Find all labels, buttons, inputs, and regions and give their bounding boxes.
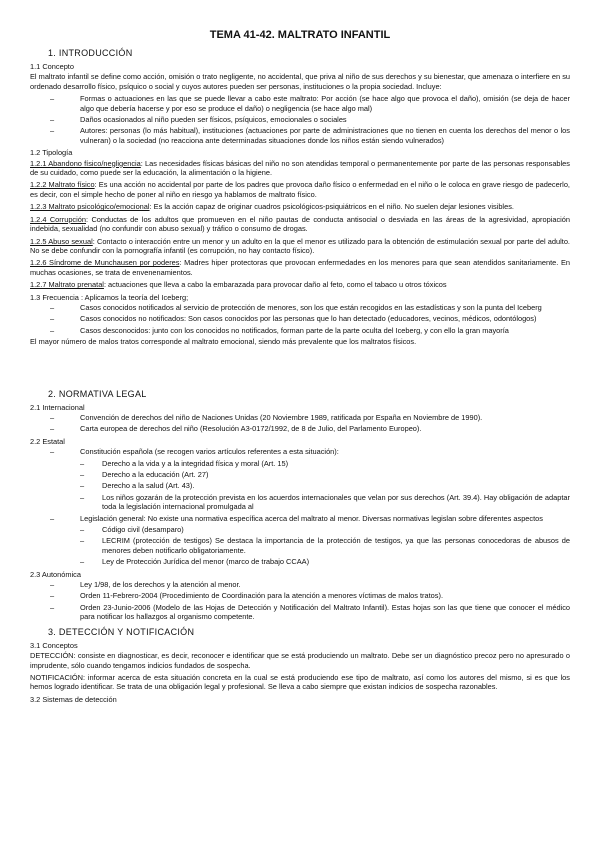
tipo-text: : Es una acción no accidental por parte de los padres que provoca daño físico o enfermedad en el niño o le coloca en grave riesgo de padecerlo, es decir, con el simple hecho de poner al niño en riesgo ya hablamos de maltrato físico. [30,180,570,199]
list-item: – Legislación general: No existe una normativa específica acerca del maltrato al menor. Diversas normativas legislan sobre diferentes aspectos [30,514,570,523]
concepto-bullet-list [30,94,570,145]
tipo-paragraph [30,215,570,234]
tipo-text: : Contacto o interacción entre un menor y un adulto en la que el menor es utilizado para la obtención de estimulación sexual por parte del adulto. No se debe confundir con la pornografía infantil (es corrupción, no hay contacto físico). [30,236,570,255]
list-item: – Carta europea de derechos del niño (Resolución A3-0172/1992, de 8 de Julio, del Parlamento Europeo). [30,424,570,433]
section-normativa-heading: 2. NORMATIVA LEGAL [48,388,147,399]
subsection-concepto-heading: 1.1 Concepto [30,62,74,71]
list-item: – Daños ocasionados al niño pueden ser físicos, psíquicos, emocionales o sociales [30,115,570,124]
list-item: – LECRIM (protección de testigos) Se destaca la importancia de la protección de testigos, ya que las personas conocedoras de abusos de menores deben notificarlo obligatoriamente. [30,536,570,555]
tipo-paragraph [30,202,570,211]
estatal-list [30,447,570,566]
deteccion-label: DETECCIÓN [30,651,74,661]
list-item: – Código civil (desamparo) [30,525,570,534]
notificacion-paragraph [30,673,570,692]
tipo-text: : actuaciones que lleva a cabo la embarazada para provocar daño al feto, como el tabaco u otros tóxicos [103,280,447,290]
tipo-label: 1.2.6 Síndrome de Munchausen por poderes [30,258,180,268]
concepto-paragraph: El maltrato infantil se define como acción, omisión o trato negligente, no accidental, que priva al niño de sus derechos y su bienestar, que amenaza o interfiere en su ordenado desarrollo físico, psíquico o social y cuyos autores pueden ser personas, instituciones o la propia sociedad. Incluye: [30,72,570,91]
frecuencia-list [30,303,570,335]
list-item: – Los niños gozarán de la protección prevista en los acuerdos internacionales que velan por sus derechos (Art. 39.4). Hay obligación de adaptar toda la legislación internacional promulgada al [30,493,570,512]
list-item: – Ley 1/98, de los derechos y la atención al menor. [30,580,570,589]
tipo-paragraph [30,258,570,277]
tipo-label: 1.2.2 Maltrato físico [30,180,95,190]
autonomica-list [30,580,570,622]
tipo-paragraph [30,237,570,256]
subsection-tipologia-heading: 1.2 Tipología [30,148,73,158]
list-item: – Autores: personas (lo más habitual), instituciones (actuaciones por parte de administraciones que no tienen en cuenta los derechos del menor o los vulneran) o la sociedad (no reacciona ante determinadas situaciones donde los niños están siendo vulnerados) [30,126,570,145]
tipo-paragraph [30,280,570,289]
list-item: – Casos desconocidos: junto con los conocidos no notificados, forman parte de la parte oculta del Iceberg, y con ello la gran mayoría [30,326,570,335]
list-item: – Casos conocidos notificados al servicio de protección de menores, son los que están recogidos en las estadísticas y son la punta del Iceberg [30,303,570,312]
list-item: – Convención de derechos del niño de Naciones Unidas (20 Noviembre 1989, ratificada por España en Noviembre de 1990). [30,413,570,422]
subsection-autonomica-heading: 2.3 Autonómica [30,569,81,579]
list-item: – Casos conocidos no notificados: Son casos conocidos por las personas que lo han detectado (educadores, vecinos, médicos, odontólogos) [30,314,570,323]
tipo-text: : Es la acción capaz de originar cuadros psicológicos-psiquiátricos en el niño. No suelen dejar lesiones visibles. [149,202,514,212]
subsection-internacional-heading: 2.1 Internacional [30,402,85,412]
list-item: – Derecho a la educación (Art. 27) [30,470,570,479]
tipo-label: 1.2.4 Corrupción [30,214,86,224]
section-introduccion-heading: 1. INTRODUCCIÓN [48,48,133,58]
tipo-label: 1.2.5 Abuso sexual [30,236,93,246]
subsection-frecuencia-heading: 1.3 Frecuencia : Aplicamos la teoría del Iceberg; [30,292,189,302]
list-item: – Orden 11-Febrero-2004 (Procedimiento de Coordinación para la atención a menores víctimas de malos tratos). [30,591,570,600]
list-item: – Formas o actuaciones en las que se puede llevar a cabo este maltrato: Por acción (se hace algo que provoca el daño), omisión (se deja de hacer algo que debería hacerse y por eso se produce el daño) o negligencia (se hace algo mal) [30,94,570,113]
section-deteccion-heading: 3. DETECCIÓN Y NOTIFICACIÓN [48,626,195,637]
tipo-label: 1.2.1 Abandono físico/negligencia [30,158,141,168]
list-item: – Orden 23-Junio-2006 (Modelo de las Hojas de Detección y Notificación del Maltrato Infantil). Estas hojas son las que tiene que conocer el médico para notificar los hallazgos al organismo competente. [30,603,570,622]
tipo-paragraph [30,159,570,178]
deteccion-text: : consiste en diagnosticar, es decir, reconocer e identificar que se está produciendo un maltrato. Debe ser un diagnóstico precoz pero no apresurado o imprudente, sólo cuando tengamos indicios fundados de sospecha. [30,651,570,670]
tipo-text: : Madres hiper protectoras que provocan enfermedades en los menores para que sean atendidos sanitariamente. En muchas ocasiones, se trata de envenenamientos. [30,258,570,277]
document-title: TEMA 41-42. MALTRATO INFANTIL [209,29,391,41]
subsection-conceptos-heading: 3.1 Conceptos [30,640,78,650]
list-item: – Derecho a la salud (Art. 43). [30,481,570,490]
tipo-label: 1.2.7 Maltrato prenatal [30,280,104,290]
tipo-paragraph [30,180,570,199]
tipo-text: : Las necesidades físicas básicas del niño no son atendidas temporal o permanentemente por parte de las personas responsables de su cuidado, como puede ser la educación, la alimentación o la higiene. [30,158,570,178]
deteccion-paragraph [30,651,570,670]
tipo-label: 1.2.3 Maltrato psicológico/emocional [30,202,150,212]
list-item: – Derecho a la vida y a la integridad física y moral (Art. 15) [30,459,570,468]
closing-paragraph: El mayor número de malos tratos corresponde al maltrato emocional, siendo más prevalente que los maltratos físicos. [30,337,417,347]
list-item: – Ley de Protección Jurídica del menor (marco de trabajo CCAA) [30,557,570,566]
notificacion-text: : informar acerca de esta situación concreta en la cual se está produciendo ese tipo de maltrato, así como los autores del mismo, si es que los hemos logrado identificar. Se trata de una obligación legal y profesional. Se lleva a cabo siempre que existan indicios de sospecha razonables. [30,672,570,692]
subsection-estatal-heading: 2.2 Estatal [30,436,65,446]
notificacion-label: NOTIFICACIÓN [30,672,83,682]
tipo-text: : Conductas de los adultos que promueven en el niño pautas de conducta antisocial o desviada en las áreas de la agresividad, apropiación indebida, sexualidad (no confundir con abuso sexual) y tráfico o consumo de drogas. [30,214,571,234]
list-item: – Constitución española (se recogen varios artículos referentes a esta situación): [30,447,570,456]
internacional-list [30,413,570,434]
subsection-sistemas-heading: 3.2 Sistemas de detección [30,694,117,704]
